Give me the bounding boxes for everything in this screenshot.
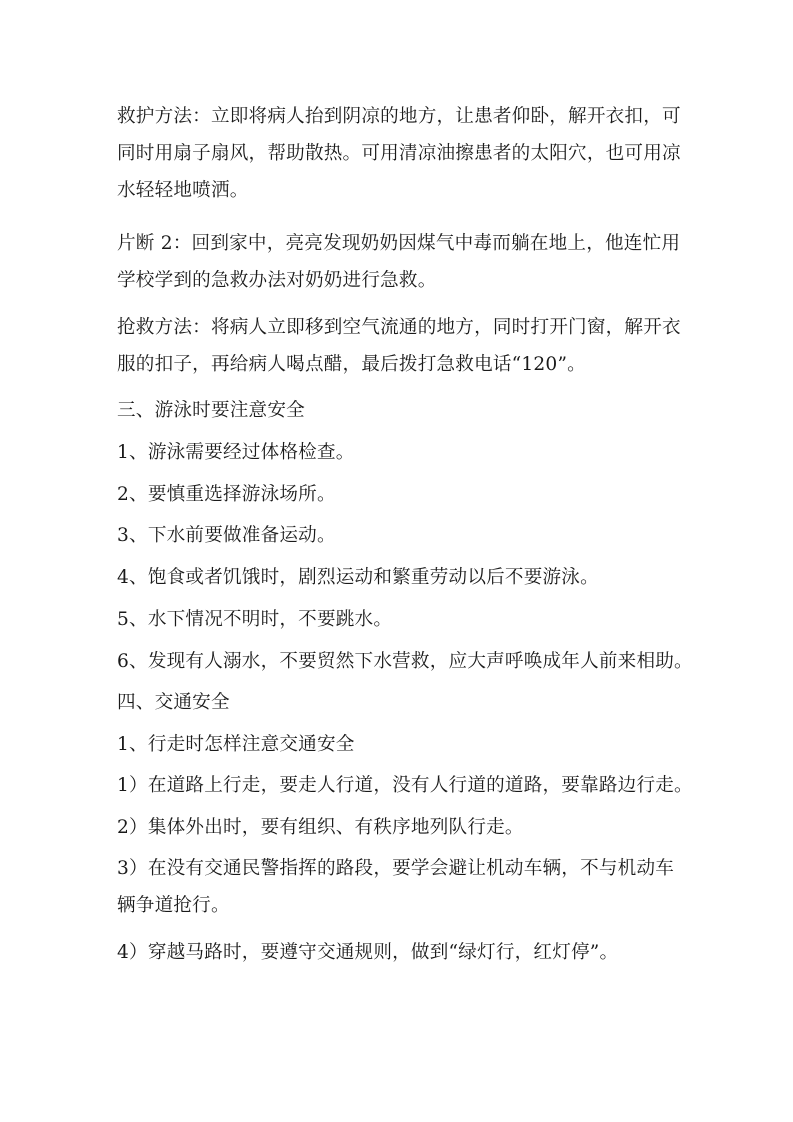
text-line: 学校学到的急救办法对奶奶进行急救。 — [117, 270, 437, 291]
list-item-traffic-3 — [117, 850, 683, 924]
list-item-swimming-5 — [117, 601, 683, 638]
text-line: 救护方法：立即将病人抬到阴凉的地方，让患者仰卧，解开衣扣，可 — [117, 106, 681, 127]
subheading-walking-safety — [117, 726, 683, 763]
list-item-swimming-3 — [117, 517, 683, 554]
text-line: 三、游泳时要注意安全 — [117, 400, 305, 421]
text-line: 5、水下情况不明时，不要跳水。 — [117, 609, 393, 630]
text-line: 3、下水前要做准备运动。 — [117, 525, 336, 546]
text-line: 片断 2：回到家中，亮亮发现奶奶因煤气中毒而躺在地上，他连忙用 — [117, 233, 681, 254]
text-line: 4、饱食或者饥饿时，剧烈运动和繁重劳动以后不要游泳。 — [117, 567, 599, 588]
list-item-swimming-2 — [117, 476, 683, 513]
text-line: 1、行走时怎样注意交通安全 — [117, 734, 355, 755]
list-item-traffic-2 — [117, 809, 683, 846]
text-line: 3）在没有交通民警指挥的路段，要学会避让机动车辆，不与机动车 — [117, 858, 675, 879]
text-line: 辆争道抢行。 — [117, 895, 230, 916]
text-line: 四、交通安全 — [117, 692, 230, 713]
text-line: 2、要慎重选择游泳场所。 — [117, 484, 336, 505]
list-item-swimming-1 — [117, 434, 683, 471]
paragraph-rescue-method-gas — [117, 309, 683, 383]
section-heading-swimming-safety — [117, 392, 683, 429]
text-line: 服的扣子，再给病人喝点醋，最后拨打急救电话“120”。 — [117, 354, 586, 375]
list-item-traffic-4 — [117, 934, 683, 971]
text-line: 抢救方法：将病人立即移到空气流通的地方，同时打开门窗，解开衣 — [117, 317, 681, 338]
text-line: 1）在道路上行走，要走人行道，没有人行道的道路，要靠路边行走。 — [117, 775, 693, 796]
section-heading-traffic-safety — [117, 684, 683, 721]
text-line: 水轻轻地喷洒。 — [117, 180, 249, 201]
list-item-traffic-1 — [117, 767, 693, 804]
text-line: 6、发现有人溺水，不要贸然下水营救，应大声呼唤成年人前来相助。 — [117, 651, 693, 672]
text-line: 2）集体外出时，要有组织、有秩序地列队行走。 — [117, 817, 524, 838]
text-line: 4）穿越马路时，要遵守交通规则，做到“绿灯行，红灯停”。 — [117, 942, 619, 963]
text-line: 1、游泳需要经过体格检查。 — [117, 442, 355, 463]
list-item-swimming-4 — [117, 559, 683, 596]
text-line: 同时用扇子扇风，帮助散热。可用清凉油擦患者的太阳穴，也可用凉 — [117, 143, 681, 164]
paragraph-rescue-method-heatstroke — [117, 98, 683, 209]
paragraph-fragment-2 — [117, 225, 683, 299]
list-item-swimming-6 — [117, 643, 693, 680]
